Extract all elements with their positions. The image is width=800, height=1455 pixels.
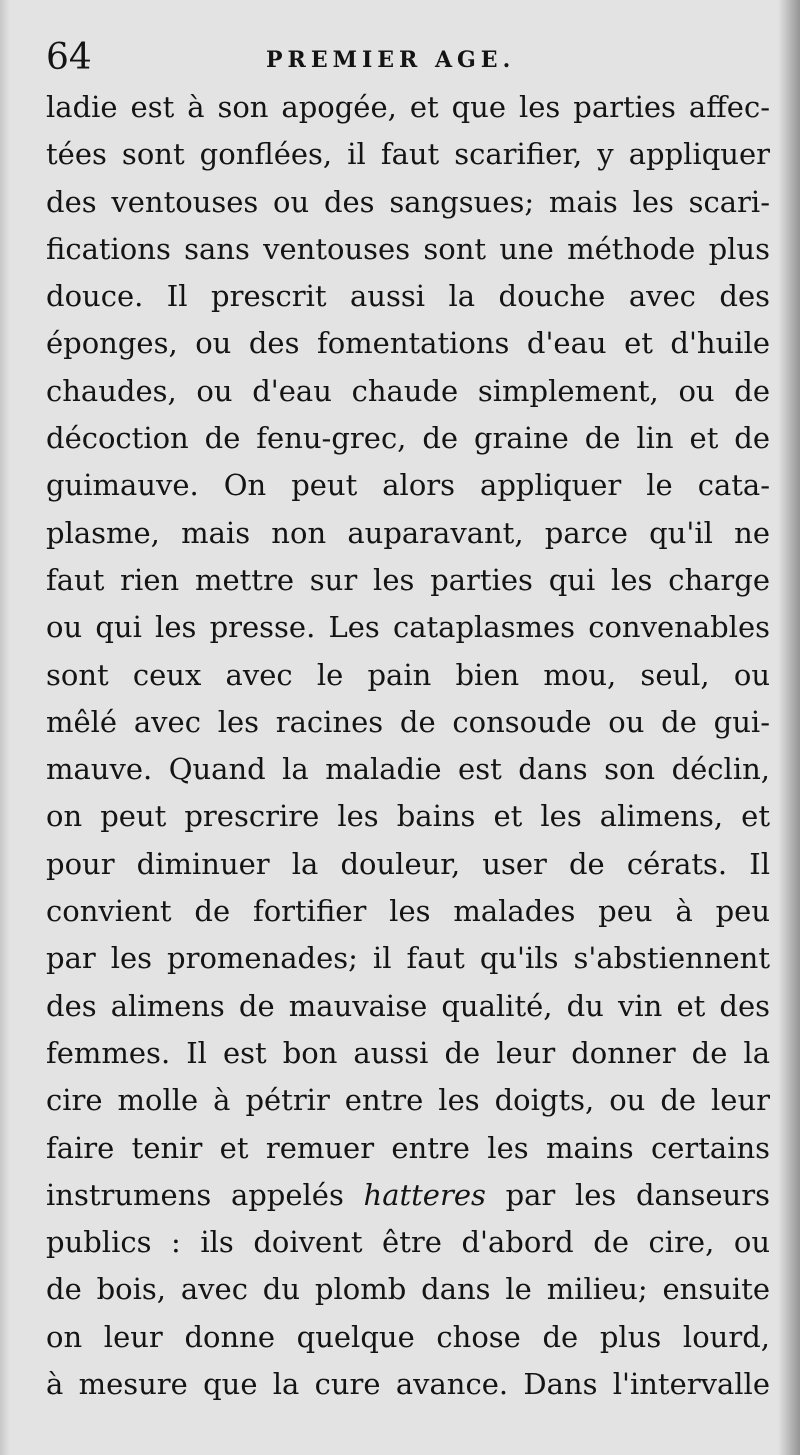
body-text <box>46 84 770 1408</box>
text-line: à mesure que la cure avance. Dans l'intervalle <box>46 1367 770 1402</box>
text-line: plasme, mais non auparavant, parce qu'il ne <box>46 515 770 550</box>
page-shadow-right <box>778 0 800 1455</box>
text-line: mauve. Quand la maladie est dans son déclin, <box>46 752 770 787</box>
text-line: des ventouses ou des sangsues; mais les scari- <box>46 184 770 219</box>
text-line: femmes. Il est bon aussi de leur donner de la <box>46 1035 770 1070</box>
running-head: PREMIER AGE. <box>266 47 516 73</box>
text-line: fications sans ventouses sont une méthode plus <box>46 231 770 266</box>
text-line: ladie est à son apogée, et que les parties affec- <box>46 90 770 124</box>
text-line: douce. Il prescrit aussi la douche avec des <box>46 279 770 314</box>
text-line: faut rien mettre sur les parties qui les charge <box>46 562 770 597</box>
page-number: 64 <box>46 37 92 78</box>
text-line: cire molle à pétrir entre les doigts, ou de leur <box>46 1083 770 1118</box>
text-line: mêlé avec les racines de consoude ou de gui- <box>46 704 770 739</box>
text-line: par les promenades; il faut qu'ils s'abstiennent <box>46 941 770 976</box>
text-line: de bois, avec du plomb dans le milieu; ensuite <box>46 1272 770 1307</box>
text-line: ou qui les presse. Les cataplasmes convenables <box>46 610 770 645</box>
text-line: éponges, ou des fomentations d'eau et d'huile <box>46 326 770 361</box>
text-line: publics : ils doivent être d'abord de cire, ou <box>46 1225 770 1260</box>
text-line: décoction de fenu-grec, de graine de lin et de <box>46 421 770 456</box>
text-line: guimauve. On peut alors appliquer le cata- <box>46 468 770 503</box>
text-line: chaudes, ou d'eau chaude simplement, ou de <box>46 373 770 408</box>
text-segment: instrumens appelés <box>46 1177 364 1212</box>
text-line: des alimens de mauvaise qualité, du vin et des <box>46 988 770 1023</box>
text-line: on leur donne quelque chose de plus lourd, <box>46 1319 770 1354</box>
page-shadow-left <box>0 0 10 1455</box>
text-line: on peut prescrire les bains et les alimens, et <box>46 799 770 834</box>
text-line: tées sont gonflées, il faut scarifier, y appliquer <box>46 137 770 172</box>
text-line-with-italic <box>46 1172 770 1219</box>
text-segment: par les danseurs <box>485 1177 770 1212</box>
italic-term: hatteres <box>363 1177 486 1212</box>
text-line: sont ceux avec le pain bien mou, seul, ou <box>46 657 770 692</box>
text-line: convient de fortifier les malades peu à peu <box>46 894 770 929</box>
text-line: faire tenir et remuer entre les mains certains <box>46 1130 770 1165</box>
text-line: pour diminuer la douleur, user de cérats. Il <box>46 846 770 881</box>
